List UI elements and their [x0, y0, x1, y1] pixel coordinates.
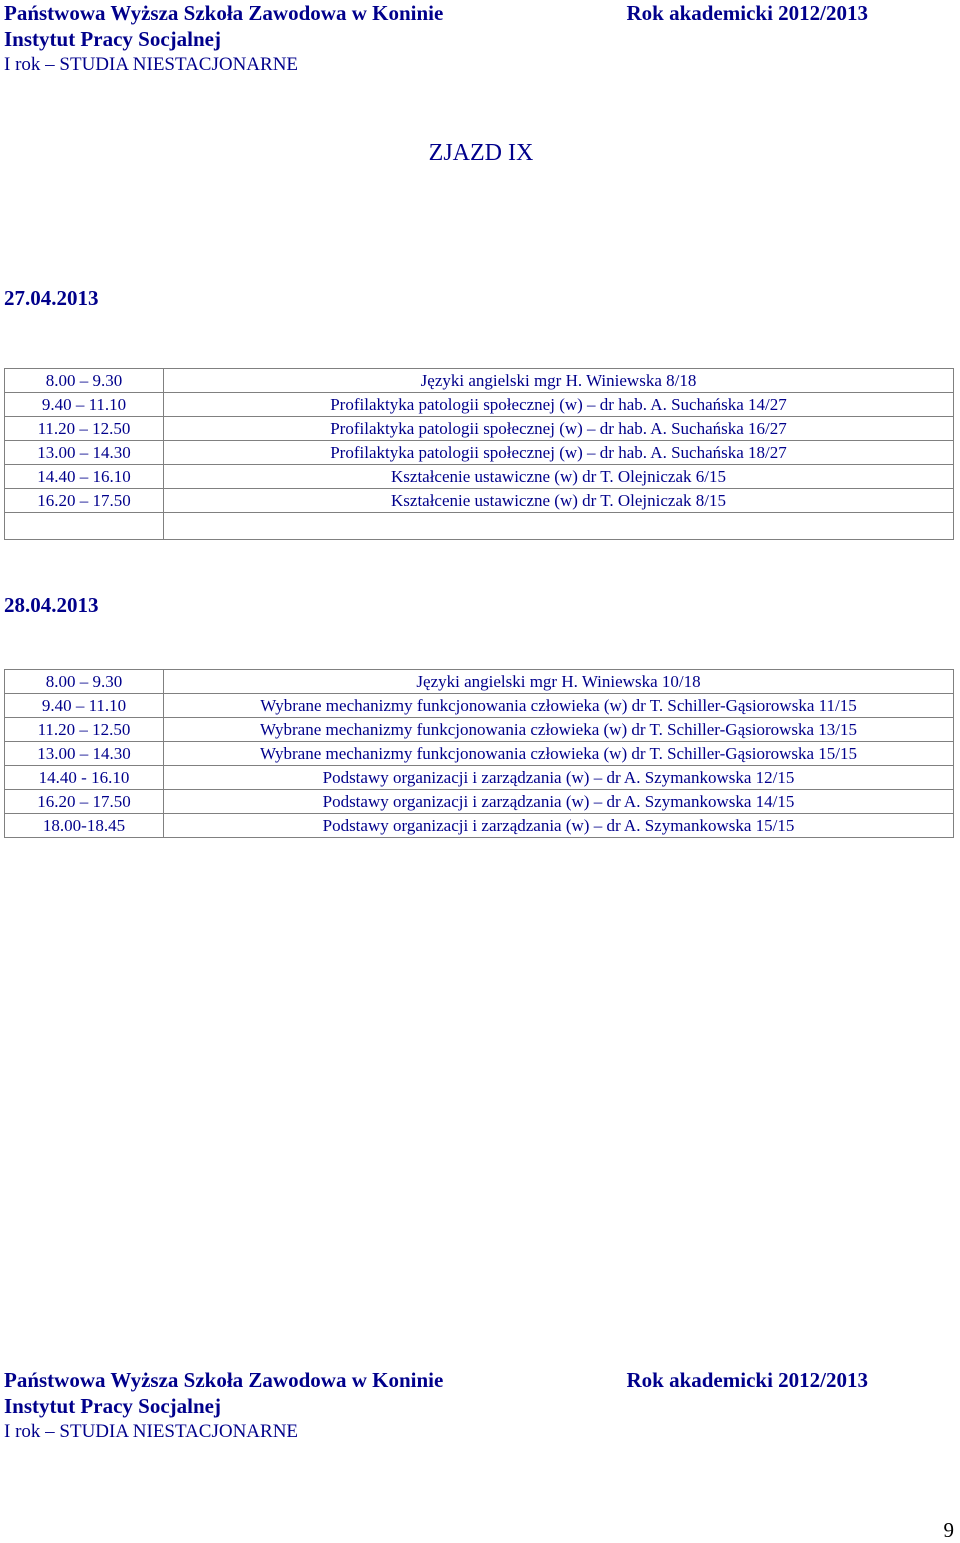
day-date: 28.04.2013 — [4, 593, 99, 617]
time-cell: 8.00 – 9.30 — [5, 369, 164, 393]
table-row — [5, 417, 954, 441]
subject-cell: Kształcenie ustawiczne (w) dr T. Olejniczak 6/15 — [164, 465, 954, 489]
day-date: 27.04.2013 — [4, 286, 99, 310]
study-level: I rok – STUDIA NIESTACJONARNE — [4, 54, 299, 75]
schedule-table — [4, 669, 954, 838]
time-cell: 18.00-18.45 — [5, 814, 164, 838]
table-row — [5, 742, 954, 766]
subject-cell: Podstawy organizacji i zarządzania (w) – dr A. Szymankowska 14/15 — [164, 790, 954, 814]
time-cell: 11.20 – 12.50 — [5, 718, 164, 742]
table-row — [5, 766, 954, 790]
subject-cell: Profilaktyka patologii społecznej (w) – dr hab. A. Suchańska 14/27 — [164, 393, 954, 417]
time-cell: 9.40 – 11.10 — [5, 694, 164, 718]
subject-cell: Profilaktyka patologii społecznej (w) – dr hab. A. Suchańska 16/27 — [164, 417, 954, 441]
table-row — [5, 718, 954, 742]
schedule-table — [4, 368, 954, 540]
school-name: Państwowa Wyższa Szkoła Zawodowa w Koninie — [4, 1, 444, 25]
table-row — [5, 393, 954, 417]
time-cell: 13.00 – 14.30 — [5, 742, 164, 766]
subject-cell: Języki angielski mgr H. Winiewska 10/18 — [164, 670, 954, 694]
table-row — [5, 670, 954, 694]
institute-name: Instytut Pracy Socjalnej — [4, 1394, 221, 1418]
subject-cell: Języki angielski mgr H. Winiewska 8/18 — [164, 369, 954, 393]
time-cell: 13.00 – 14.30 — [5, 441, 164, 465]
page-footer-header — [4, 1367, 904, 1445]
table-row — [5, 489, 954, 513]
table-row — [5, 465, 954, 489]
title-text: ZJAZD IX — [428, 140, 534, 166]
time-cell: 9.40 – 11.10 — [5, 393, 164, 417]
institute-name: Instytut Pracy Socjalnej — [4, 27, 221, 51]
header-row — [4, 0, 868, 26]
time-cell: 8.00 – 9.30 — [5, 670, 164, 694]
time-cell: 16.20 – 17.50 — [5, 489, 164, 513]
table-row-empty — [5, 513, 954, 540]
school-name: Państwowa Wyższa Szkoła Zawodowa w Koninie — [4, 1368, 444, 1392]
subject-cell: Kształcenie ustawiczne (w) dr T. Olejniczak 8/15 — [164, 489, 954, 513]
subject-cell: Wybrane mechanizmy funkcjonowania człowieka (w) dr T. Schiller-Gąsiorowska 11/15 — [164, 694, 954, 718]
table-row — [5, 790, 954, 814]
table-row — [5, 441, 954, 465]
subject-cell: Wybrane mechanizmy funkcjonowania człowieka (w) dr T. Schiller-Gąsiorowska 15/15 — [164, 742, 954, 766]
subject-cell — [164, 513, 954, 540]
table-row — [5, 814, 954, 838]
table-row — [5, 694, 954, 718]
page-title — [0, 140, 960, 167]
time-cell: 14.40 – 16.10 — [5, 465, 164, 489]
page-header — [4, 0, 904, 78]
time-cell: 16.20 – 17.50 — [5, 790, 164, 814]
header-row — [4, 1367, 868, 1393]
time-cell: 11.20 – 12.50 — [5, 417, 164, 441]
page-number: 9 — [943, 1518, 954, 1542]
time-cell: 14.40 - 16.10 — [5, 766, 164, 790]
subject-cell: Wybrane mechanizmy funkcjonowania człowieka (w) dr T. Schiller-Gąsiorowska 13/15 — [164, 718, 954, 742]
time-cell — [5, 513, 164, 540]
table-row — [5, 369, 954, 393]
academic-year: Rok akademicki 2012/2013 — [626, 1, 868, 25]
subject-cell: Profilaktyka patologii społecznej (w) – dr hab. A. Suchańska 18/27 — [164, 441, 954, 465]
subject-cell: Podstawy organizacji i zarządzania (w) – dr A. Szymankowska 15/15 — [164, 814, 954, 838]
study-level: I rok – STUDIA NIESTACJONARNE — [4, 1421, 299, 1442]
subject-cell: Podstawy organizacji i zarządzania (w) – dr A. Szymankowska 12/15 — [164, 766, 954, 790]
academic-year: Rok akademicki 2012/2013 — [626, 1368, 868, 1392]
